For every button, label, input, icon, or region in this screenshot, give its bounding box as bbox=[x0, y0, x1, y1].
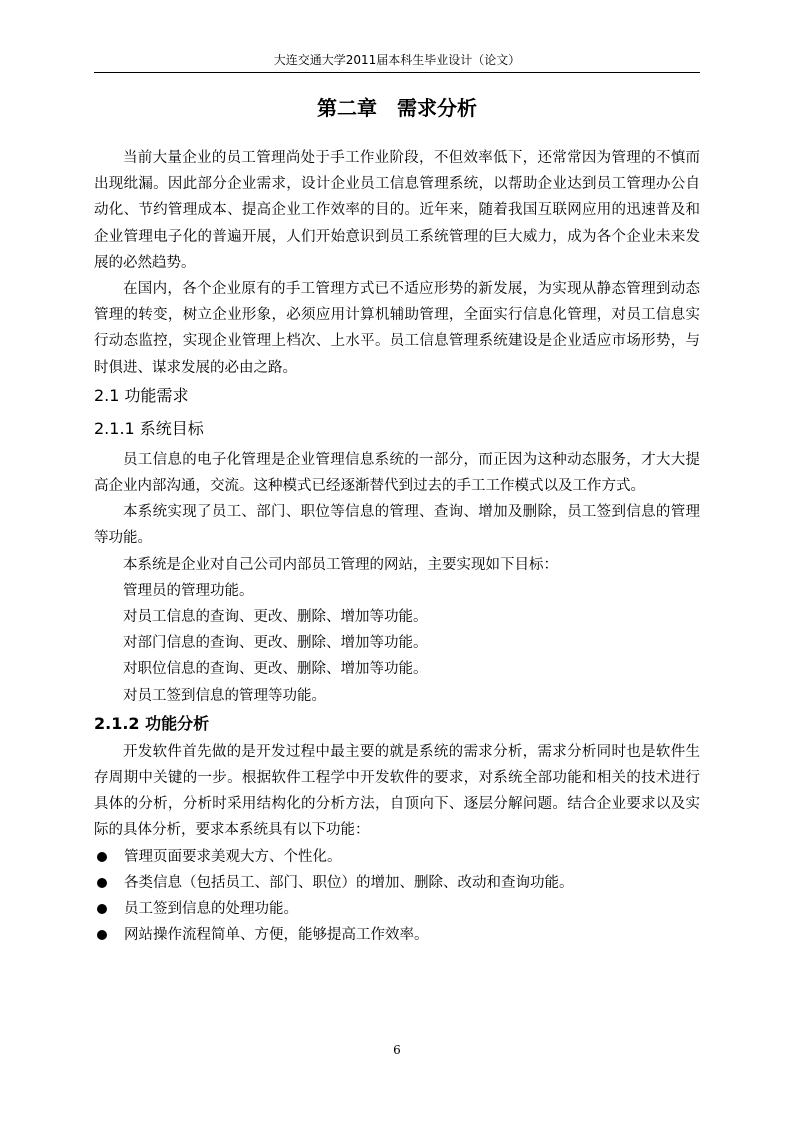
function-list bbox=[94, 844, 700, 949]
chapter-title: 第二章 需求分析 bbox=[317, 96, 477, 120]
intro-paragraph-1: 当前大量企业的员工管理尚处于手工作业阶段，不但效率低下，还常常因为管理的不慎而出现纰漏。因此部分企业需求，设计企业员工信息管理系统，以帮助企业达到员工管理办公自动化、节约管理成本、提高企业工作效率的目的。近年来，随着我国互联网应用的迅速普及和企业管理电子化的普遍开展，人们开始意识到员工系统管理的巨大威力，成为各个企业未来发展的必然趋势。 bbox=[94, 150, 700, 271]
bullet-icon bbox=[97, 904, 107, 914]
page-header: 大连交通大学2011届本科生毕业设计（论文） bbox=[273, 53, 521, 67]
bullet-icon bbox=[97, 930, 107, 940]
function-list-item bbox=[94, 896, 700, 922]
function-analysis-paragraph: 开发软件首先做的是开发过程中最主要的就是系统的需求分析，需求分析同时也是软件生存周期中关键的一步。根据软件工程学中开发软件的要求，对系统全部功能和相关的技术进行具体的分析，分析时采用结构化的分析方法，自顶向下、逐层分解问题。结合企业要求以及实际的具体分析，要求本系统具有以下功能： bbox=[94, 743, 700, 839]
section-2-1-2-heading: 2.1.2 功能分析 bbox=[94, 713, 210, 733]
function-list-item-text: 管理页面要求美观大方、个性化。 bbox=[124, 848, 342, 865]
bullet-icon bbox=[97, 878, 107, 888]
page-body bbox=[94, 145, 700, 948]
system-goal-paragraph-1: 员工信息的电子化管理是企业管理信息系统的一部分，而正因为这种动态服务，才大大提高企业内部沟通，交流。这种模式已经逐渐替代到过去的手工工作模式以及工作方式。 bbox=[94, 451, 700, 495]
section-2-1-heading: 2.1 功能需求 bbox=[94, 385, 189, 405]
function-list-item bbox=[94, 870, 700, 896]
goal-item: 对员工签到信息的管理等功能。 bbox=[123, 687, 326, 704]
function-list-item bbox=[94, 844, 700, 870]
goal-item: 管理员的管理功能。 bbox=[123, 582, 254, 599]
goal-item: 对员工信息的查询、更改、删除、增加等功能。 bbox=[123, 609, 428, 626]
function-list-item-text: 员工签到信息的处理功能。 bbox=[124, 901, 298, 918]
section-2-1-1-heading: 2.1.1 系统目标 bbox=[94, 418, 204, 438]
intro-paragraph-2: 在国内，各个企业原有的手工管理方式已不适应形势的新发展，为实现从静态管理到动态管理的转变，树立企业形象，必须应用计算机辅助管理，全面实行信息化管理，对员工信息实行动态监控，实现企业管理上档次、上水平。员工信息管理系统建设是企业适应市场形势，与时俱进、谋求发展的必由之路。 bbox=[94, 281, 700, 376]
function-list-item-text: 网站操作流程简单、方便，能够提高工作效率。 bbox=[124, 927, 429, 944]
goal-item: 对部门信息的查询、更改、删除、增加等功能。 bbox=[123, 635, 428, 652]
bullet-icon bbox=[97, 852, 107, 862]
header-rule bbox=[94, 72, 700, 73]
page-number: 6 bbox=[393, 1043, 401, 1057]
function-list-item bbox=[94, 922, 700, 948]
system-goal-paragraph-3: 本系统是企业对自己公司内部员工管理的网站，主要实现如下目标： bbox=[123, 556, 558, 573]
system-goal-paragraph-2: 本系统实现了员工、部门、职位等信息的管理、查询、增加及删除，员工签到信息的管理等功能。 bbox=[94, 504, 700, 547]
goal-item: 对职位信息的查询、更改、删除、增加等功能。 bbox=[123, 661, 428, 678]
function-list-item-text: 各类信息（包括员工、部门、职位）的增加、删除、改动和查询功能。 bbox=[124, 874, 574, 891]
